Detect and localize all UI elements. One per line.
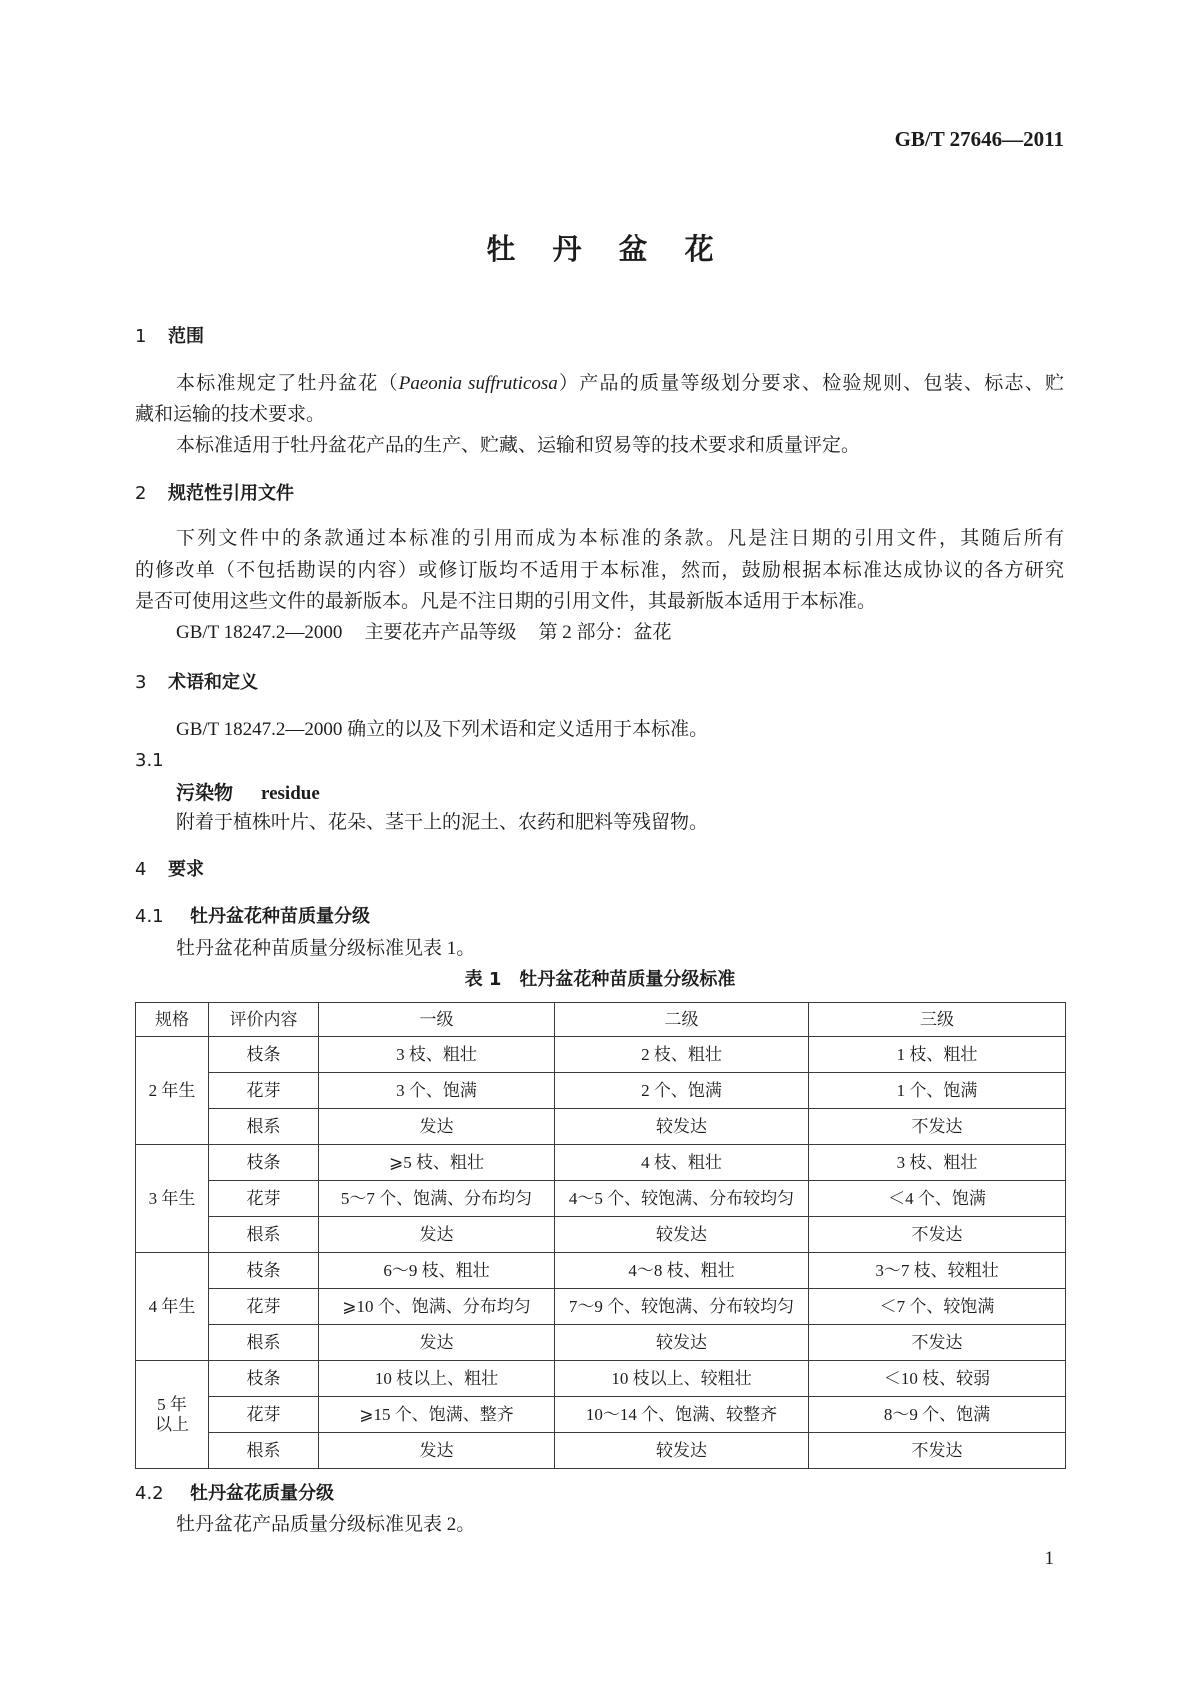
paragraph-line: 是否可使用这些文件的最新版本。凡是不注日期的引用文件，其最新版本适用于本标准。 [135, 591, 877, 612]
paragraph-line [176, 373, 1064, 395]
spec-label: 5 年 [157, 1394, 187, 1414]
spec-label: 3 年生 [148, 1188, 196, 1208]
table-row [136, 1397, 1066, 1433]
term-number: 3.1 [135, 750, 164, 771]
text-run: ）产品的质量等级划分要求、检验规则、包装、标志、贮 [557, 373, 1064, 394]
reference-title: 主要花卉产品等级 [364, 622, 517, 643]
spec-label: 4 年生 [148, 1296, 196, 1316]
table-row [136, 1109, 1066, 1145]
paragraph-line: GB/T 18247.2—2000 确立的以及下列术语和定义适用于本标准。 [176, 719, 709, 740]
table-row [136, 1433, 1066, 1469]
grade-1-cell: ⩾15 个、饱满、整齐 [319, 1397, 555, 1433]
criterion-cell: 根系 [209, 1109, 319, 1145]
grade-1-cell: 发达 [319, 1217, 555, 1253]
table-row [136, 1181, 1066, 1217]
section-2-heading [135, 483, 294, 505]
grade-1-cell: 3 枝、粗壮 [319, 1037, 555, 1073]
table-row [136, 1073, 1066, 1109]
reference-part: 第 2 部分：盆花 [538, 622, 672, 643]
section-3-heading [135, 672, 258, 694]
grade-1-cell: ⩾10 个、饱满、分布均匀 [319, 1289, 555, 1325]
latin-name: Paeonia suffruticosa [398, 373, 558, 394]
standard-number: GB/T 27646—2011 [894, 127, 1064, 151]
section-number: 3 [135, 672, 147, 693]
grade-1-cell: 发达 [319, 1433, 555, 1469]
criterion-cell: 花芽 [209, 1181, 319, 1217]
grade-2-cell: 较发达 [555, 1325, 809, 1361]
grade-2-cell: 较发达 [555, 1433, 809, 1469]
spec-label: 以上 [155, 1414, 189, 1434]
column-header-item: 评价内容 [209, 1003, 319, 1037]
term-definition: 附着于植株叶片、花朵、茎干上的泥土、农药和肥料等残留物。 [176, 812, 709, 833]
grade-1-cell: 发达 [319, 1325, 555, 1361]
grade-2-cell: 4～5 个、较饱满、分布较均匀 [555, 1181, 809, 1217]
grade-2-cell: 2 个、饱满 [555, 1073, 809, 1109]
grade-3-cell: ＜10 枝、较弱 [809, 1361, 1066, 1397]
grade-1-cell: ⩾5 枝、粗壮 [319, 1145, 555, 1181]
term-english: residue [261, 783, 320, 804]
normative-reference [176, 622, 671, 644]
spec-cell [136, 1145, 209, 1253]
section-title: 要求 [168, 859, 204, 880]
grade-2-cell: 2 枝、粗壮 [555, 1037, 809, 1073]
grade-3-cell: 不发达 [809, 1109, 1066, 1145]
reference-code: GB/T 18247.2—2000 [176, 622, 343, 643]
grade-3-cell: 不发达 [809, 1433, 1066, 1469]
paragraph-line: 本标准适用于牡丹盆花产品的生产、贮藏、运输和贸易等的技术要求和质量评定。 [176, 435, 861, 456]
spec-cell [136, 1253, 209, 1361]
table-row [136, 1037, 1066, 1073]
spec-cell [136, 1361, 209, 1469]
grade-3-cell: 1 枝、粗壮 [809, 1037, 1066, 1073]
section-number: 2 [135, 483, 147, 504]
criterion-cell: 花芽 [209, 1397, 319, 1433]
grade-1-cell: 6～9 枝、粗壮 [319, 1253, 555, 1289]
grade-3-cell: 3 枝、粗壮 [809, 1145, 1066, 1181]
table-caption [135, 969, 1065, 991]
table-caption-number: 表 1 [464, 969, 502, 990]
page-number: 1 [1044, 1548, 1054, 1569]
table-row [136, 1217, 1066, 1253]
section-1-heading [135, 326, 204, 348]
grade-3-cell: 不发达 [809, 1217, 1066, 1253]
grade-2-cell: 10 枝以上、较粗壮 [555, 1361, 809, 1397]
criterion-cell: 根系 [209, 1217, 319, 1253]
section-title: 术语和定义 [168, 672, 258, 693]
section-title: 范围 [168, 326, 204, 347]
criterion-cell: 枝条 [209, 1037, 319, 1073]
grade-2-cell: 较发达 [555, 1217, 809, 1253]
grade-2-cell: 较发达 [555, 1109, 809, 1145]
section-number: 1 [135, 326, 147, 347]
paragraph-line: 牡丹盆花产品质量分级标准见表 2。 [176, 1514, 476, 1535]
section-number: 4 [135, 859, 147, 880]
section-title: 牡丹盆花种苗质量分级 [190, 906, 370, 927]
table-row [136, 1253, 1066, 1289]
table-header-row [136, 1003, 1066, 1037]
spec-label: 2 年生 [148, 1080, 196, 1100]
column-header-grade-3: 三级 [809, 1003, 1066, 1037]
grade-3-cell: 3～7 枝、较粗壮 [809, 1253, 1066, 1289]
grade-2-cell: 4 枝、粗壮 [555, 1145, 809, 1181]
paragraph-line: 牡丹盆花种苗质量分级标准见表 1。 [176, 938, 476, 959]
grade-3-cell: 8～9 个、饱满 [809, 1397, 1066, 1433]
grade-2-cell: 7～9 个、较饱满、分布较均匀 [555, 1289, 809, 1325]
table-row [136, 1361, 1066, 1397]
criterion-cell: 花芽 [209, 1073, 319, 1109]
text-run: 本标准规定了牡丹盆花（ [176, 373, 399, 394]
table-row [136, 1289, 1066, 1325]
criterion-cell: 枝条 [209, 1253, 319, 1289]
criterion-cell: 枝条 [209, 1361, 319, 1397]
paragraph-line: 下列文件中的条款通过本标准的引用而成为本标准的条款。凡是注日期的引用文件，其随后所有 [176, 528, 1064, 549]
paragraph-line: 的修改单（不包括勘误的内容）或修订版均不适用于本标准，然而，鼓励根据本标准达成协议的各方研究 [135, 560, 1064, 581]
paragraph-line: 藏和运输的技术要求。 [135, 404, 326, 425]
criterion-cell: 根系 [209, 1325, 319, 1361]
column-header-grade-2: 二级 [555, 1003, 809, 1037]
table-row [136, 1325, 1066, 1361]
grade-3-cell: ＜4 个、饱满 [809, 1181, 1066, 1217]
table-row [136, 1145, 1066, 1181]
section-4-heading [135, 859, 204, 881]
section-number: 4.1 [135, 906, 164, 927]
spec-cell [136, 1037, 209, 1145]
grade-1-cell: 5～7 个、饱满、分布均匀 [319, 1181, 555, 1217]
grade-1-cell: 发达 [319, 1109, 555, 1145]
seedling-grading-table [135, 1002, 1066, 1469]
grade-1-cell: 3 个、饱满 [319, 1073, 555, 1109]
section-4-2-heading [135, 1483, 334, 1505]
grade-3-cell: 1 个、饱满 [809, 1073, 1066, 1109]
column-header-spec: 规格 [136, 1003, 209, 1037]
grade-3-cell: 不发达 [809, 1325, 1066, 1361]
table-caption-title: 牡丹盆花种苗质量分级标准 [519, 969, 736, 990]
term-chinese: 污染物 [176, 782, 234, 804]
table-body [136, 1037, 1066, 1469]
document-title: 牡 丹 盆 花 [486, 232, 714, 266]
criterion-cell: 根系 [209, 1433, 319, 1469]
section-4-1-heading [135, 906, 370, 928]
criterion-cell: 花芽 [209, 1289, 319, 1325]
section-title: 牡丹盆花质量分级 [190, 1483, 334, 1504]
grade-1-cell: 10 枝以上、粗壮 [319, 1361, 555, 1397]
term-entry [176, 782, 320, 804]
criterion-cell: 枝条 [209, 1145, 319, 1181]
column-header-grade-1: 一级 [319, 1003, 555, 1037]
section-title: 规范性引用文件 [168, 483, 294, 504]
section-number: 4.2 [135, 1483, 164, 1504]
grade-3-cell: ＜7 个、较饱满 [809, 1289, 1066, 1325]
grade-2-cell: 10～14 个、饱满、较整齐 [555, 1397, 809, 1433]
grade-2-cell: 4～8 枝、粗壮 [555, 1253, 809, 1289]
